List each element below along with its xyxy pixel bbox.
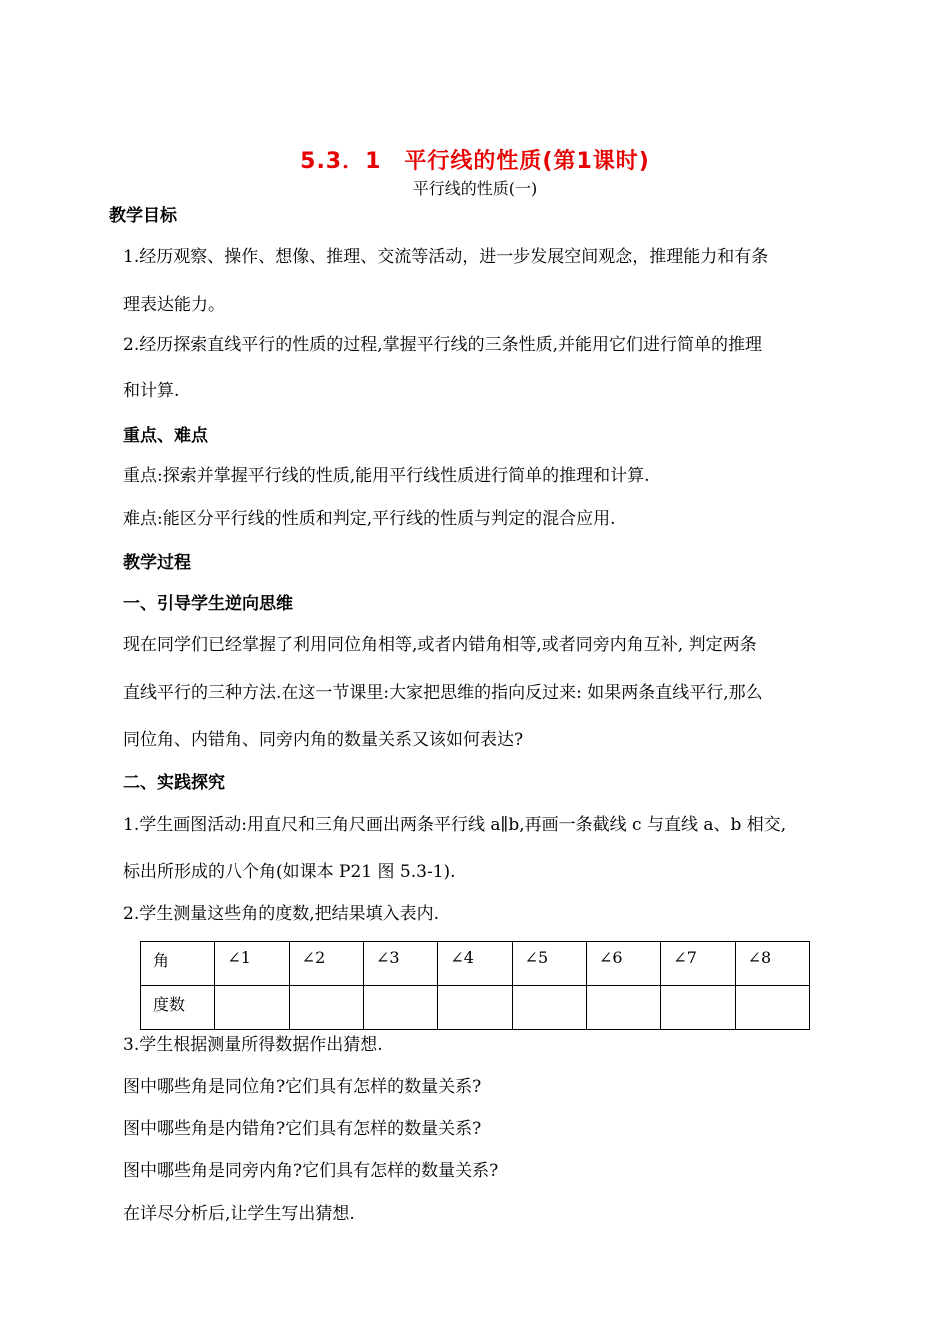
table-cell: ∠6 [586,942,660,986]
step-1-line-2: 标出所形成的八个角(如课本 P21 图 5.3-1). [123,862,456,882]
table-cell [289,986,363,1030]
lesson-title: 5.3．1 平行线的性质(第1课时) [300,149,650,174]
table-cell: ∠1 [215,942,289,986]
table-cell: ∠2 [289,942,363,986]
goal-2-line-1: 2.经历探索直线平行的性质的过程,掌握平行线的三条性质,并能用它们进行简单的推理 [123,335,763,355]
table-cell: 度数 [141,986,215,1030]
key-point: 重点:探索并掌握平行线的性质,能用平行线性质进行简单的推理和计算. [123,466,650,486]
table-cell [438,986,512,1030]
part-1-line-1: 现在同学们已经掌握了利用同位角相等,或者内错角相等,或者同旁内角互补, 判定两条 [123,635,757,655]
step-2: 2.学生测量这些角的度数,把结果填入表内. [123,904,440,924]
lesson-subtitle: 平行线的性质(一) [412,179,538,198]
goal-2-line-2: 和计算. [123,381,180,401]
step-1-line-1: 1.学生画图活动:用直尺和三角尺画出两条平行线 a∥b,再画一条截线 c 与直线 a、b 相交, [123,815,787,835]
goals-heading: 教学目标 [109,206,177,226]
goal-1-line-2: 理表达能力。 [123,295,225,315]
part-1-heading: 一、引导学生逆向思维 [123,594,293,614]
table-cell [661,986,735,1030]
question-1: 图中哪些角是同位角?它们具有怎样的数量关系? [123,1077,482,1097]
table-cell [512,986,586,1030]
table-cell [363,986,437,1030]
process-heading: 教学过程 [123,553,191,573]
part-1-line-3: 同位角、内错角、同旁内角的数量关系又该如何表达? [123,730,524,750]
table-cell: ∠4 [438,942,512,986]
table-cell: ∠8 [735,942,809,986]
table-cell: ∠5 [512,942,586,986]
step-3: 3.学生根据测量所得数据作出猜想. [123,1035,383,1055]
key-points-heading: 重点、难点 [123,426,208,446]
table-header-row [141,942,810,986]
difficult-point: 难点:能区分平行线的性质和判定,平行线的性质与判定的混合应用. [123,509,616,529]
part-2-heading: 二、实践探究 [123,773,225,793]
table-cell: ∠7 [661,942,735,986]
table-cell: 角 [141,942,215,986]
conclusion: 在详尽分析后,让学生写出猜想. [123,1204,355,1224]
table-cell [586,986,660,1030]
part-1-line-2: 直线平行的三种方法.在这一节课里:大家把思维的指向反过来: 如果两条直线平行,那么 [123,683,763,703]
question-2: 图中哪些角是内错角?它们具有怎样的数量关系? [123,1119,482,1139]
angle-measure-table [140,941,810,1030]
table-cell [215,986,289,1030]
table-row [141,986,810,1030]
table-cell: ∠3 [363,942,437,986]
question-3: 图中哪些角是同旁内角?它们具有怎样的数量关系? [123,1161,499,1181]
table-cell [735,986,809,1030]
goal-1-line-1: 1.经历观察、操作、想像、推理、交流等活动，进一步发展空间观念，推理能力和有条 [123,247,769,267]
